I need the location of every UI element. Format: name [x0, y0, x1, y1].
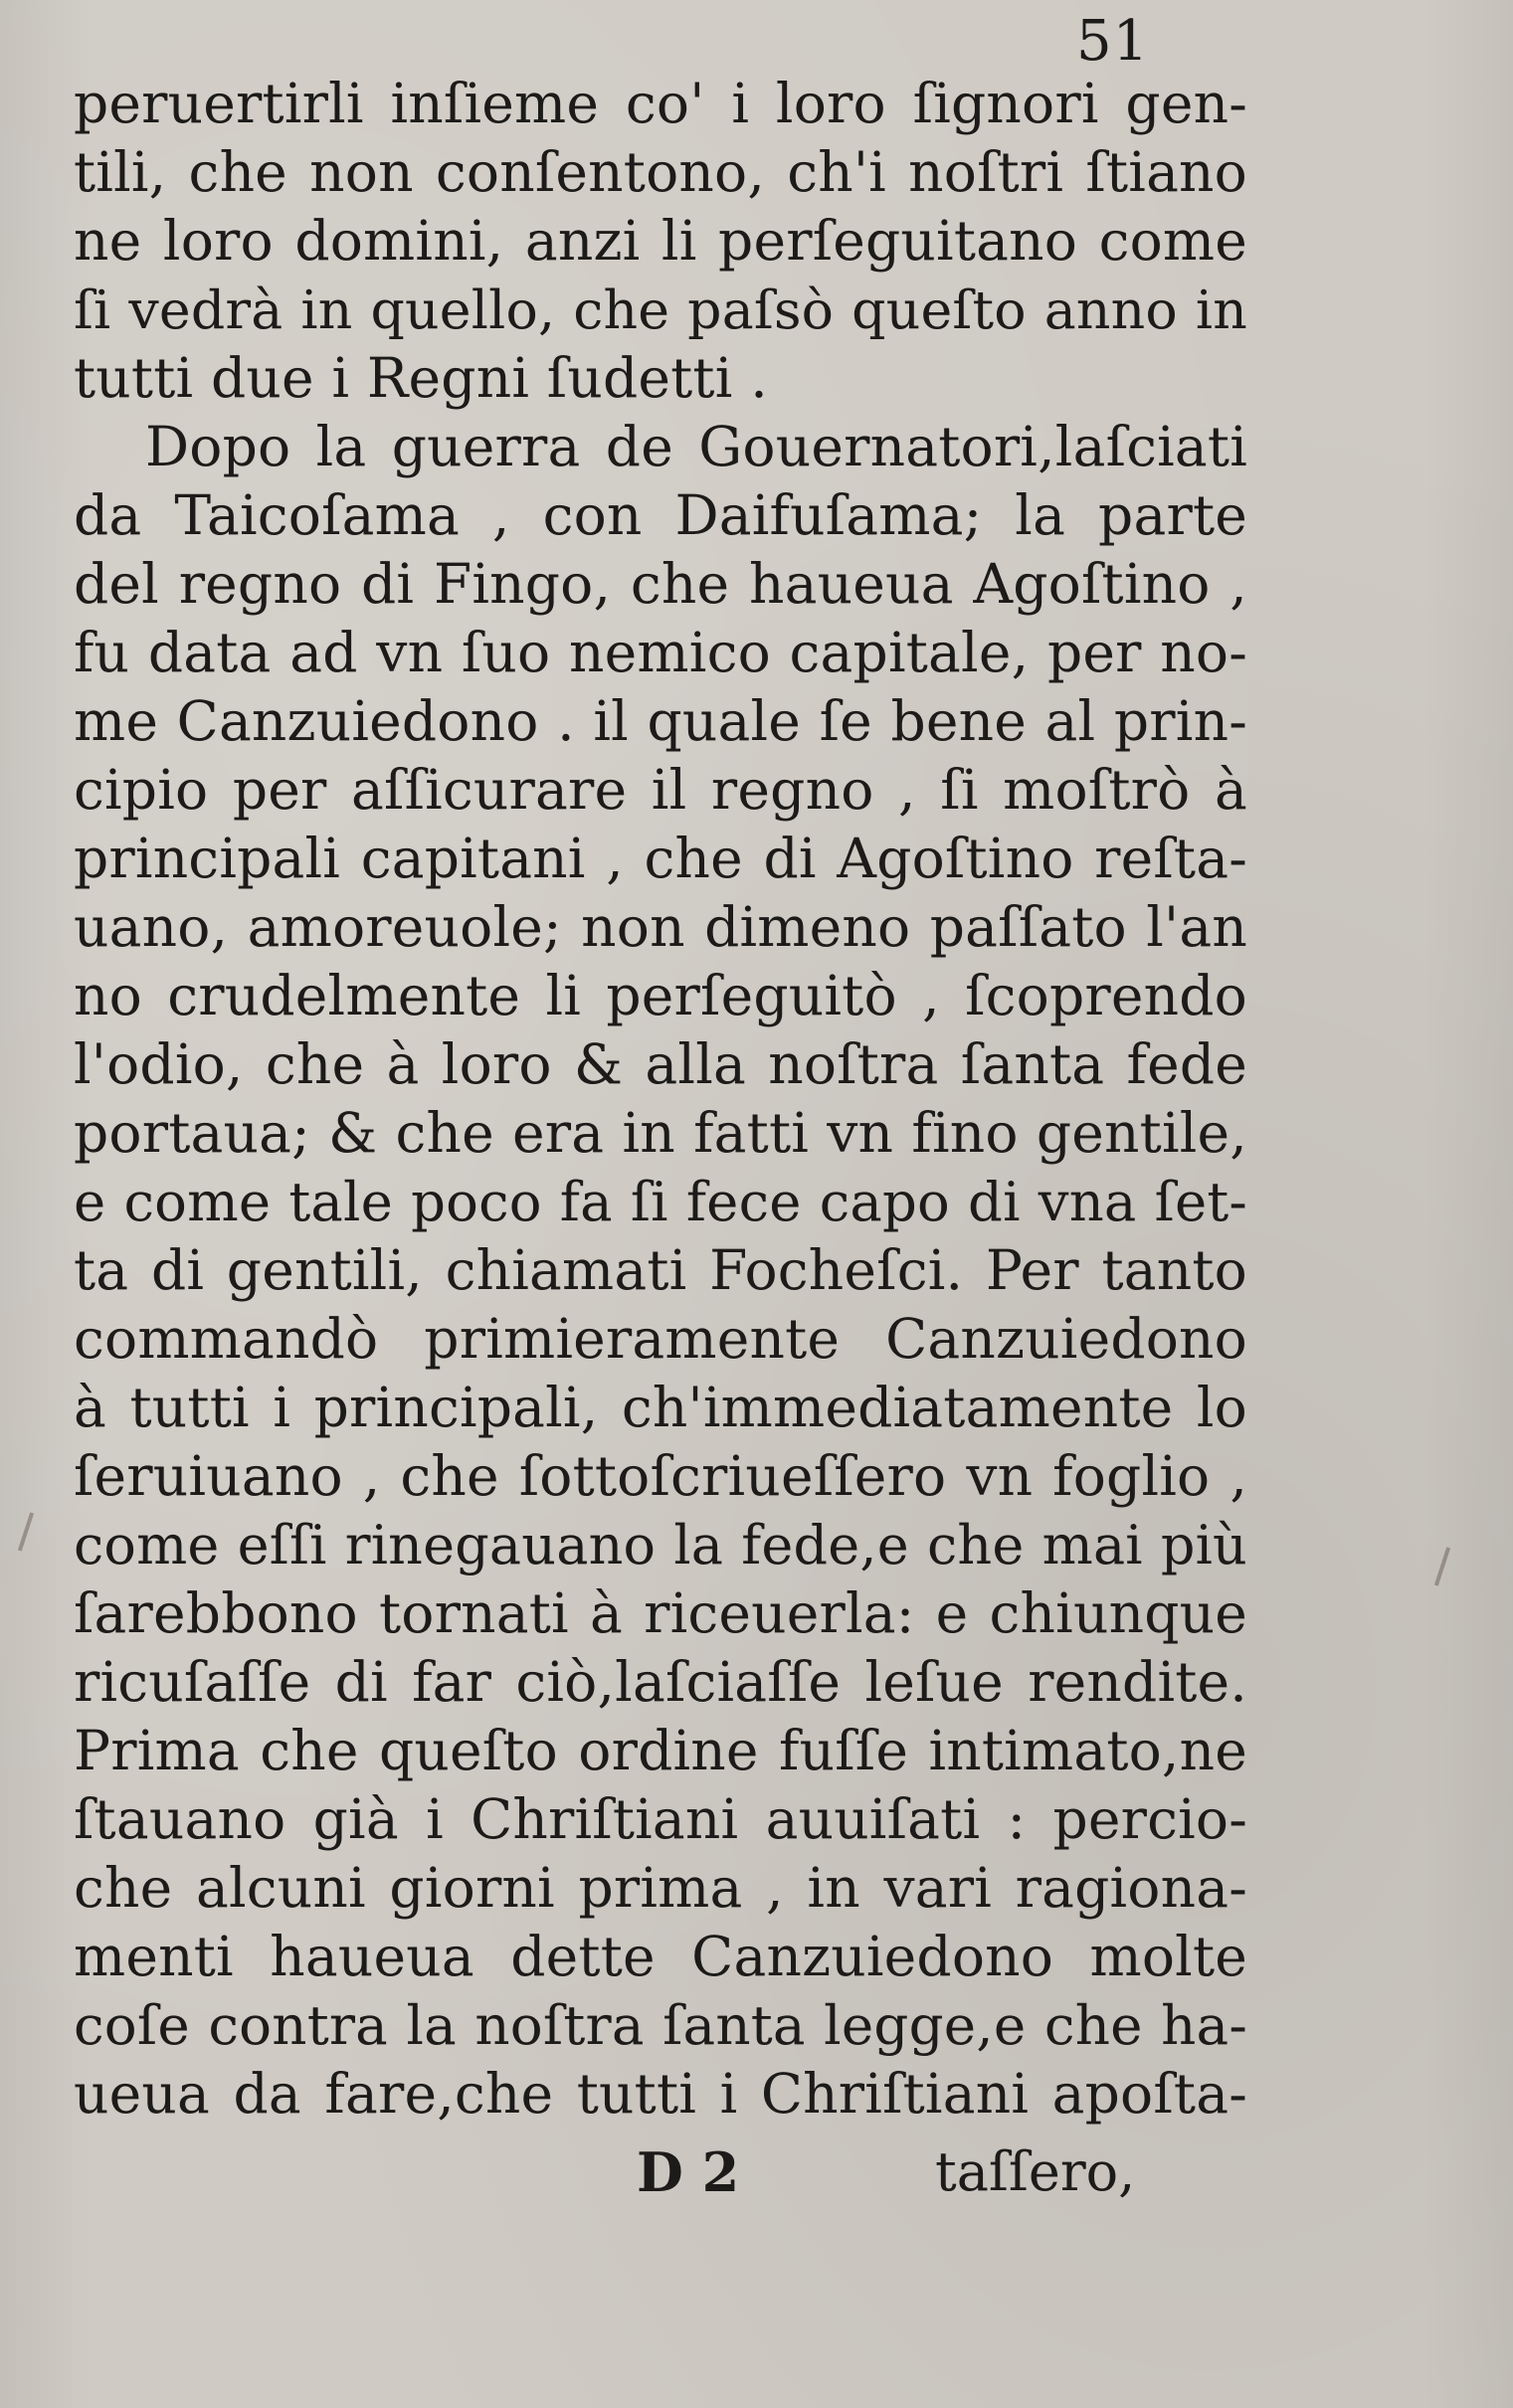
- text-line: ta di gentili, chiamati Focheſci. Per tanto: [74, 1238, 1247, 1302]
- text-line: tutti due i Regni ſudetti .: [74, 346, 768, 410]
- text-line: e come tale poco fa ſi fece capo di vna ſet-: [74, 1171, 1247, 1233]
- text-line: ſeruiuano , che ſottoſcriueſſero vn foglio ,: [74, 1444, 1247, 1508]
- text-line: cipio per aſſicurare il regno , ſi moſtrò à: [74, 758, 1247, 822]
- text-line: ricuſaſſe di far ciò,laſciaſſe leſue rendite.: [74, 1650, 1247, 1714]
- catchword: taſſero,: [935, 2140, 1136, 2203]
- margin-mark-left: [18, 1512, 34, 1551]
- text-line: ſarebbono tornati à riceuerla: e chiunque: [74, 1581, 1247, 1645]
- text-line: Dopo la guerra de Gouernatori,laſciati: [145, 415, 1247, 478]
- text-line: da Taicoſama , con Daifuſama; la parte: [74, 483, 1247, 547]
- body-text: [74, 70, 1247, 2129]
- text-line: l'odio, che à loro & alla noſtra ſanta fede: [74, 1032, 1247, 1096]
- text-line: no crudelmente li perſeguitò , ſcoprendo: [74, 964, 1247, 1027]
- text-line: menti haueua dette Canzuiedono molte: [74, 1925, 1247, 1988]
- margin-mark-right: [1434, 1547, 1450, 1585]
- text-line: portaua; & che era in fatti vn fino gentile,: [74, 1101, 1247, 1165]
- text-line: peruertirli inſieme co' i loro ſignori gen-: [74, 72, 1247, 135]
- text-line: à tutti i principali, ch'immediatamente lo: [74, 1376, 1247, 1439]
- text-line: ſtauano già i Chriſtiani auuiſati : percio-: [74, 1787, 1247, 1851]
- text-line: ne loro domini, anzi li perſeguitano come: [74, 209, 1247, 273]
- text-line: me Canzuiedono . il quale ſe bene al prin-: [74, 689, 1247, 753]
- text-line: ueua da fare,che tutti i Chriſtiani apoſta-: [74, 2062, 1247, 2126]
- text-line: commandò primieramente Canzuiedono: [74, 1307, 1247, 1371]
- text-line: coſe contra la noſtra ſanta legge,e che ha-: [74, 1993, 1247, 2057]
- text-line: come eſſi rinegauano la fede,e che mai più: [74, 1514, 1247, 1576]
- text-line: ſi vedrà in quello, che paſsò queſto anno in: [74, 278, 1247, 341]
- signature-mark: D 2: [637, 2140, 740, 2204]
- text-line: Prima che queſto ordine fuſſe intimato,ne: [74, 1719, 1247, 1782]
- page-footer: [0, 2140, 1513, 2210]
- text-line: del regno di Fingo, che haueua Agoſtino ,: [74, 552, 1247, 616]
- text-line: fu data ad vn ſuo nemico capitale, per no-: [74, 621, 1247, 684]
- text-line: che alcuni giorni prima , in vari ragiona-: [74, 1856, 1247, 1920]
- text-line: principali capitani , che di Agoſtino reſta-: [74, 827, 1247, 890]
- page-number: 51: [1076, 9, 1150, 74]
- text-line: tili, che non conſentono, ch'i noſtri ſtiano: [74, 140, 1247, 204]
- text-line: uano, amoreuole; non dimeno paſſato l'an: [74, 895, 1247, 959]
